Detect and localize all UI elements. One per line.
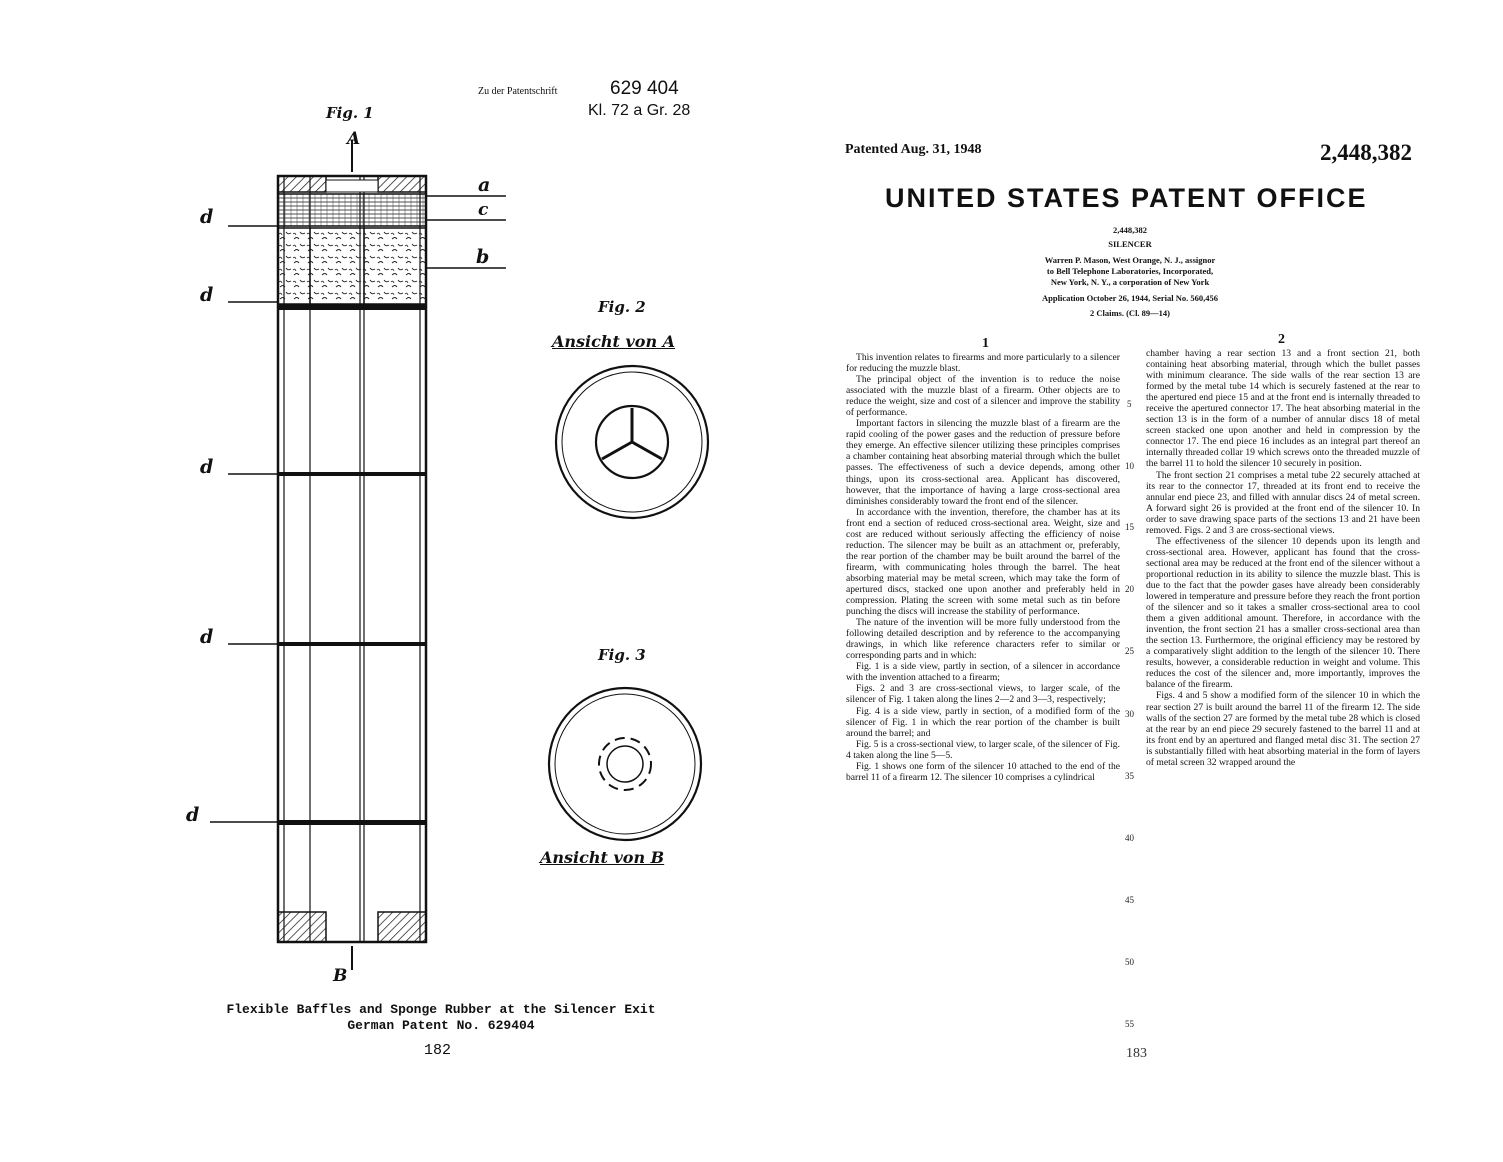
- patent-number-small: 2,448,382: [1113, 225, 1147, 235]
- header-line: Zu der Patentschrift: [478, 86, 558, 97]
- label-top-A: A: [347, 129, 361, 149]
- line-number: 45: [1125, 895, 1134, 905]
- col1-paragraph: Figs. 2 and 3 are cross-sectional views, to larger scale, of the silencer of Fig. 1 taken along the lines 2—2 and 3—3, respectively;: [846, 683, 1120, 706]
- assignor-line2: to Bell Telephone Laboratories, Incorporated,: [1046, 266, 1214, 276]
- assignor-line1: Warren P. Mason, West Orange, N. J., assignor: [1044, 255, 1216, 265]
- application-line: Application October 26, 1944, Serial No. 560,456: [1042, 293, 1218, 303]
- column1-heading: 1: [982, 336, 989, 351]
- fig2-end-view: [552, 362, 712, 522]
- label-d: d: [200, 456, 214, 478]
- col2-paragraph: The effectiveness of the silencer 10 depends upon its length and cross-sectional area. However, applicant has found that the cross-sectional area may be reduced at the front end of the silencer without a proportional reduction in its ability to silence the muzzle blast. This is due to the fact that the powder gases have already been considerably lowered in temperature and pressure before they reach the front portion of the silencer and so it takes a smaller cross-sectional area to cool them a given additional amount. Therefore, in accordance with the invention, the front section 21 has a smaller cross-sectional area than the section 13. Furthermore, the original efficiency may be restored by a comparatively slight addition to the length of the silencer 10. There results, however, a considerable reduction in weight and volume. This reduces the cost of the silencer and, more importantly, improves the balance of the firearm.: [1146, 535, 1420, 691]
- line-number: 15: [1125, 522, 1134, 532]
- col2-paragraph: Figs. 4 and 5 show a modified form of the silencer 10 in which the rear section 27 is built around the barrel 11 of the firearm 12. The side walls of the section 27 are formed by the metal tube 28 which is closed at the rear by an end piece 29 securely fastened to the barrel 11 and at its front end by an apertured and flanged metal disc 31. The section 27 is substantially filled with heat absorbing material in the form of layers of metal screen 32 wrapped around the: [1146, 690, 1420, 768]
- fig2-view-caption: Ansicht von A: [552, 332, 676, 351]
- right-page-number: 183: [1126, 1046, 1147, 1061]
- class-line: Kl. 72 a Gr. 28: [588, 102, 691, 119]
- label-d: d: [200, 206, 214, 228]
- assignor-line3: New York, N. Y., a corporation of New York: [1050, 277, 1210, 287]
- label-d: d: [200, 284, 214, 306]
- left-caption: [206, 1002, 676, 1034]
- fig1-silencer-drawing: [180, 140, 520, 980]
- column2-heading: 2: [1278, 332, 1285, 347]
- caption-line2: German Patent No. 629404: [347, 1018, 535, 1033]
- line-number: 20: [1125, 584, 1134, 594]
- label-bottom-B: B: [333, 966, 348, 986]
- col1-paragraph: The principal object of the invention is to reduce the noise associated with the muzzle blast of a firearm. Other objects are to reduce the weight, size and cost of a silencer and improve the stability of performance.: [846, 374, 1120, 419]
- line-number: 5: [1127, 399, 1132, 409]
- line-number: 55: [1125, 1019, 1134, 1029]
- label-d: d: [200, 626, 214, 648]
- col1-paragraph: Fig. 1 is a side view, partly in section, of a silencer in accordance with the invention attached to a firearm;: [846, 661, 1120, 684]
- claims-line: 2 Claims. (Cl. 89—14): [1089, 308, 1171, 318]
- patent-heading-block: [900, 225, 1360, 319]
- line-number: 35: [1125, 771, 1134, 781]
- col2-paragraph: The front section 21 comprises a metal tube 22 securely attached at its rear to the connector 17, threaded at its front end to receive the annular end piece 23, and filled with annular discs 24 of metal screen. A forward sight 26 is provided at the front end of the silencer 10. In order to save drawing space parts of the sections 13 and 21 have been removed. Figs. 2 and 3 are cross-sectional views.: [1146, 469, 1420, 536]
- label-a: a: [478, 174, 491, 196]
- patent-office-title: UNITED STATES PATENT OFFICE: [885, 183, 1368, 213]
- column2-text: [1146, 348, 1420, 768]
- fig3-view-caption: Ansicht von B: [540, 848, 665, 867]
- patent-header: [478, 80, 708, 124]
- line-number: 40: [1125, 833, 1134, 843]
- fig2-label: Fig. 2: [598, 298, 646, 316]
- col2-paragraph: chamber having a rear section 13 and a front section 21, both containing heat absorbing material, through which the bullet passes with minimum clearance. The side walls of the rear section 13 are formed by the metal tube 14 which is securely fastened at the rear to the apertured end piece 15 and at the front end is internally threaded to receive the apertured connector 17. The heat absorbing material in the section 13 is in the form of a number of annular discs 18 of metal screen stacked one upon another and held in compression by the connector 17. The end piece 16 includes as an integral part thereof an internally threaded collar 19 which screws onto the threaded muzzle of the barrel 11 to hold the silencer 10 securely in position.: [1146, 348, 1420, 470]
- line-number: 30: [1125, 709, 1134, 719]
- us-patent-number: 2,448,382: [1320, 140, 1412, 165]
- col1-paragraph: Fig. 1 shows one form of the silencer 10 attached to the end of the barrel 11 of a firearm 12. The silencer 10 comprises a cylindrical: [846, 760, 1120, 783]
- line-number: 10: [1125, 461, 1134, 471]
- patent-title: SILENCER: [1108, 239, 1152, 249]
- line-number: 25: [1125, 646, 1134, 656]
- label-c: c: [478, 200, 489, 220]
- fig1-label: Fig. 1: [326, 104, 374, 122]
- label-d: d: [186, 804, 200, 826]
- caption-line1: Flexible Baffles and Sponge Rubber at the Silencer Exit: [226, 1002, 656, 1017]
- line-number: 50: [1125, 957, 1134, 967]
- column1-text: [846, 352, 1120, 783]
- col1-paragraph: Important factors in silencing the muzzle blast of a firearm are the rapid cooling of the power gases and the reduction of pressure before they emerge. An effective silencer utilizing these principles comprises a chamber containing heat absorbing material through which the bullet passes. The effectiveness of such a device depends, among other things, upon its cross-sectional area. Applicant has discovered, however, that the importance of having a large cross-sectional area diminishes considerably toward the front end of the silencer.: [846, 418, 1120, 507]
- label-b: b: [476, 246, 490, 268]
- col1-paragraph: The nature of the invention will be more fully understood from the following detailed description and by reference to the accompanying drawings, in which like reference characters refer to similar or corresponding parts and in which:: [846, 617, 1120, 662]
- german-patent-number: 629 404: [610, 78, 679, 99]
- col1-paragraph: Fig. 4 is a side view, partly in section, of a modified form of the silencer of Fig. 1 in which the rear portion of the chamber is built around the barrel; and: [846, 705, 1120, 739]
- fig3-label: Fig. 3: [598, 646, 646, 664]
- col1-paragraph: In accordance with the invention, therefore, the chamber has at its front end a section of reduced cross-sectional area. Weight, size and cost are reduced without seriously affecting the efficiency of noise reduction. The silencer may be built as an attachment or, preferably, the rear portion of the chamber may be built around the barrel of the firearm, with communicating holes through the barrel. The heat absorbing material may be metal screen, which may take the form of apertured discs, stacked one upon another and preferably held in compression. Plating the screen with some metal such as tin before punching the discs will increase the stability of performance.: [846, 506, 1120, 618]
- col1-paragraph: Fig. 5 is a cross-sectional view, to larger scale, of the silencer of Fig. 4 taken along the line 5—5.: [846, 738, 1120, 761]
- fig3-end-view: [545, 684, 705, 844]
- col1-paragraph: This invention relates to firearms and more particularly to a silencer for reducing the muzzle blast.: [846, 352, 1120, 375]
- patented-date: Patented Aug. 31, 1948: [845, 142, 982, 157]
- left-page-number: 182: [424, 1042, 452, 1059]
